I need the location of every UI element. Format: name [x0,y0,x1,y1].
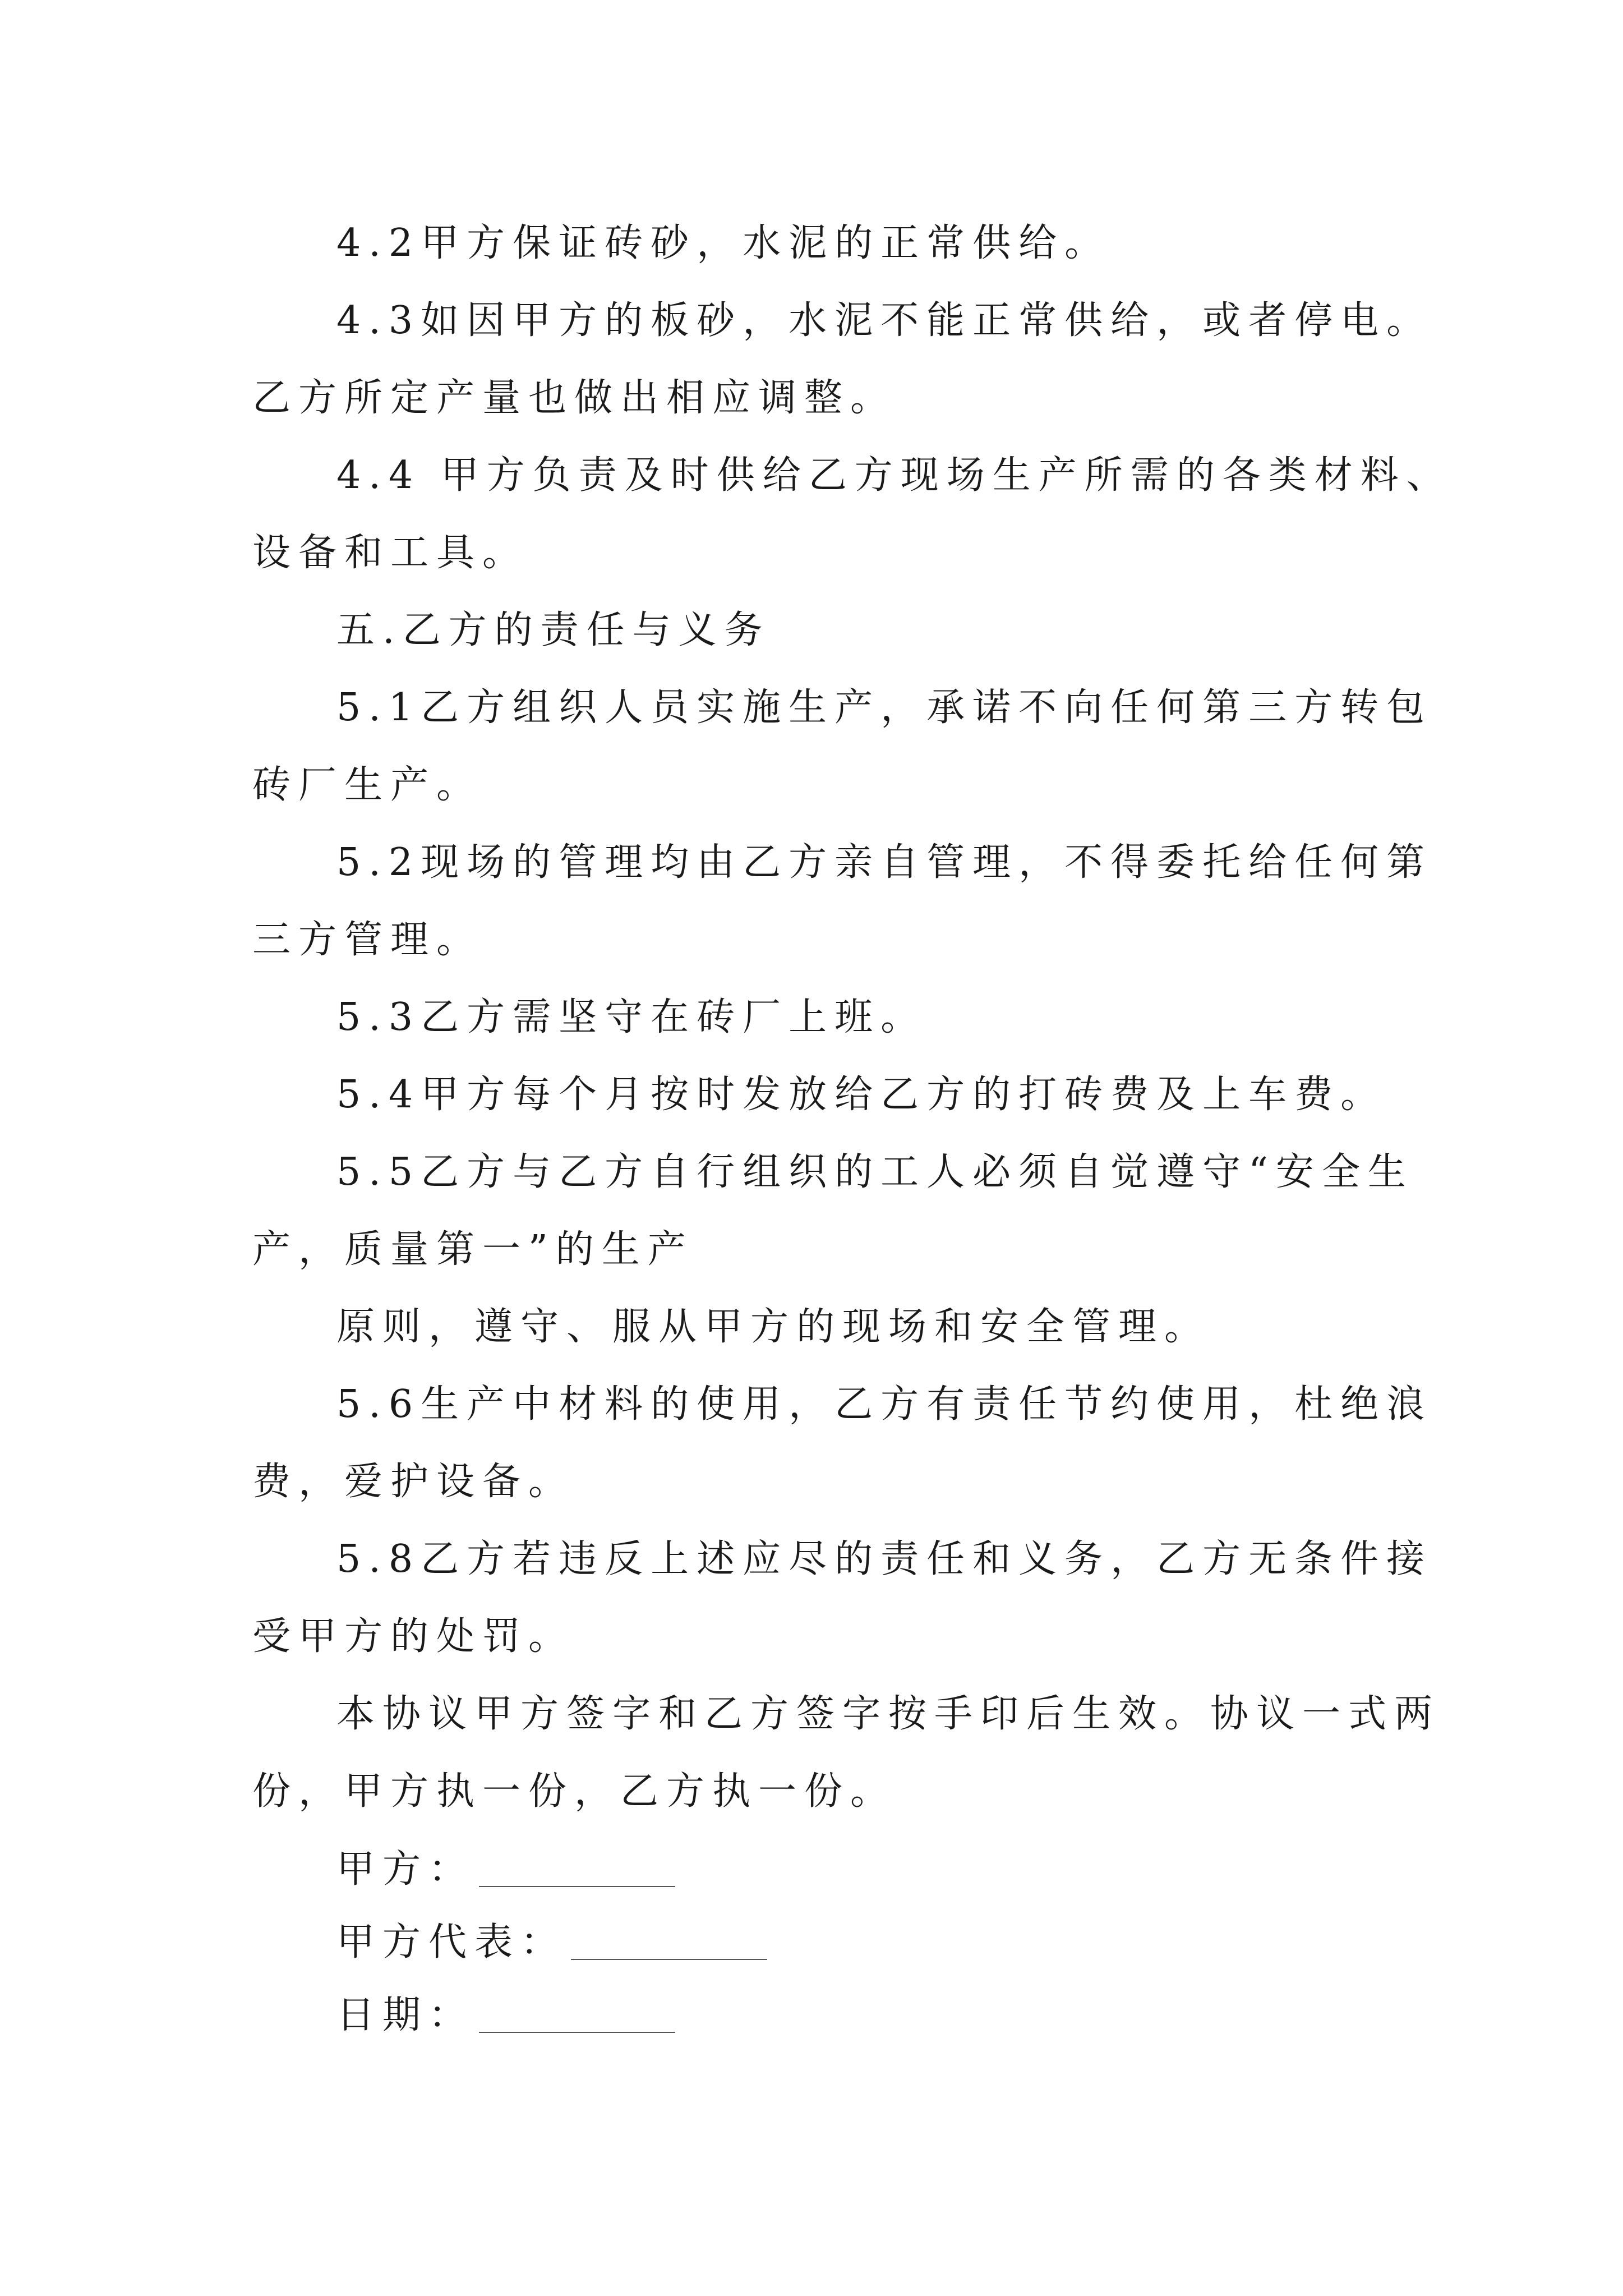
party-a-rep-label: 甲方代表： [336,1920,567,1964]
document-body [252,205,1453,2049]
party-a-rep-signature-blank[interactable] [571,1925,767,1960]
party-a-signature-row [252,1830,1402,1903]
clause-5-8-line-1: 5.8乙方若违反上述应尽的责任和义务，乙方无条件接 [336,1537,1433,1581]
clause-5-5-line-2: 产，质量第一”的生产 [252,1227,694,1272]
clause-5-3: 5.3乙方需坚守在砖厂上班。 [336,995,927,1039]
clause-4-4-line-2: 设备和工具。 [252,531,529,575]
clause-5-5-continuation: 原则，遵守、服从甲方的现场和安全管理。 [336,1305,1211,1349]
clause-4-4-line-1: 4.4 甲方负责及时供给乙方现场生产所需的各类材料、 [336,453,1453,498]
date-label: 日期： [336,1993,475,2037]
party-a-label: 甲方： [336,1847,475,1892]
clause-5-5-line-1: 5.5乙方与乙方自行组织的工人必须自觉遵守“安全生 [336,1150,1414,1194]
clause-5-6-line-2: 费，爱护设备。 [252,1460,575,1504]
clause-5-1-line-1: 5.1乙方组织人员实施生产，承诺不向任何第三方转包 [336,685,1433,730]
section-5-heading: 五.乙方的责任与义务 [336,608,771,652]
party-a-signature-blank[interactable] [479,1852,675,1887]
party-a-rep-signature-row [252,1903,1402,1976]
clause-5-1-line-2: 砖厂生产。 [252,763,483,807]
clause-4-3-line-1: 4.3如因甲方的板砂，水泥不能正常供给，或者停电。 [336,298,1433,343]
clause-5-4: 5.4甲方每个月按时发放给乙方的打砖费及上车费。 [336,1073,1387,1117]
effectivity-clause-line-2: 份，甲方执一份，乙方执一份。 [252,1769,897,1814]
clause-5-8-line-2: 受甲方的处罚。 [252,1614,575,1659]
clause-5-2-line-2: 三方管理。 [252,918,483,962]
clause-4-3-line-2: 乙方所定产量也做出相应调整。 [252,376,897,420]
effectivity-clause-line-1: 本协议甲方签字和乙方签字按手印后生效。协议一式两 [336,1692,1441,1736]
date-signature-row [252,1976,1402,2049]
clause-4-2: 4.2甲方保证砖砂，水泥的正常供给。 [336,221,1111,265]
clause-5-2-line-1: 5.2现场的管理均由乙方亲自管理，不得委托给任何第 [336,840,1433,885]
date-blank[interactable] [479,1998,675,2033]
clause-5-6-line-1: 5.6生产中材料的使用，乙方有责任节约使用，杜绝浪 [336,1382,1433,1427]
